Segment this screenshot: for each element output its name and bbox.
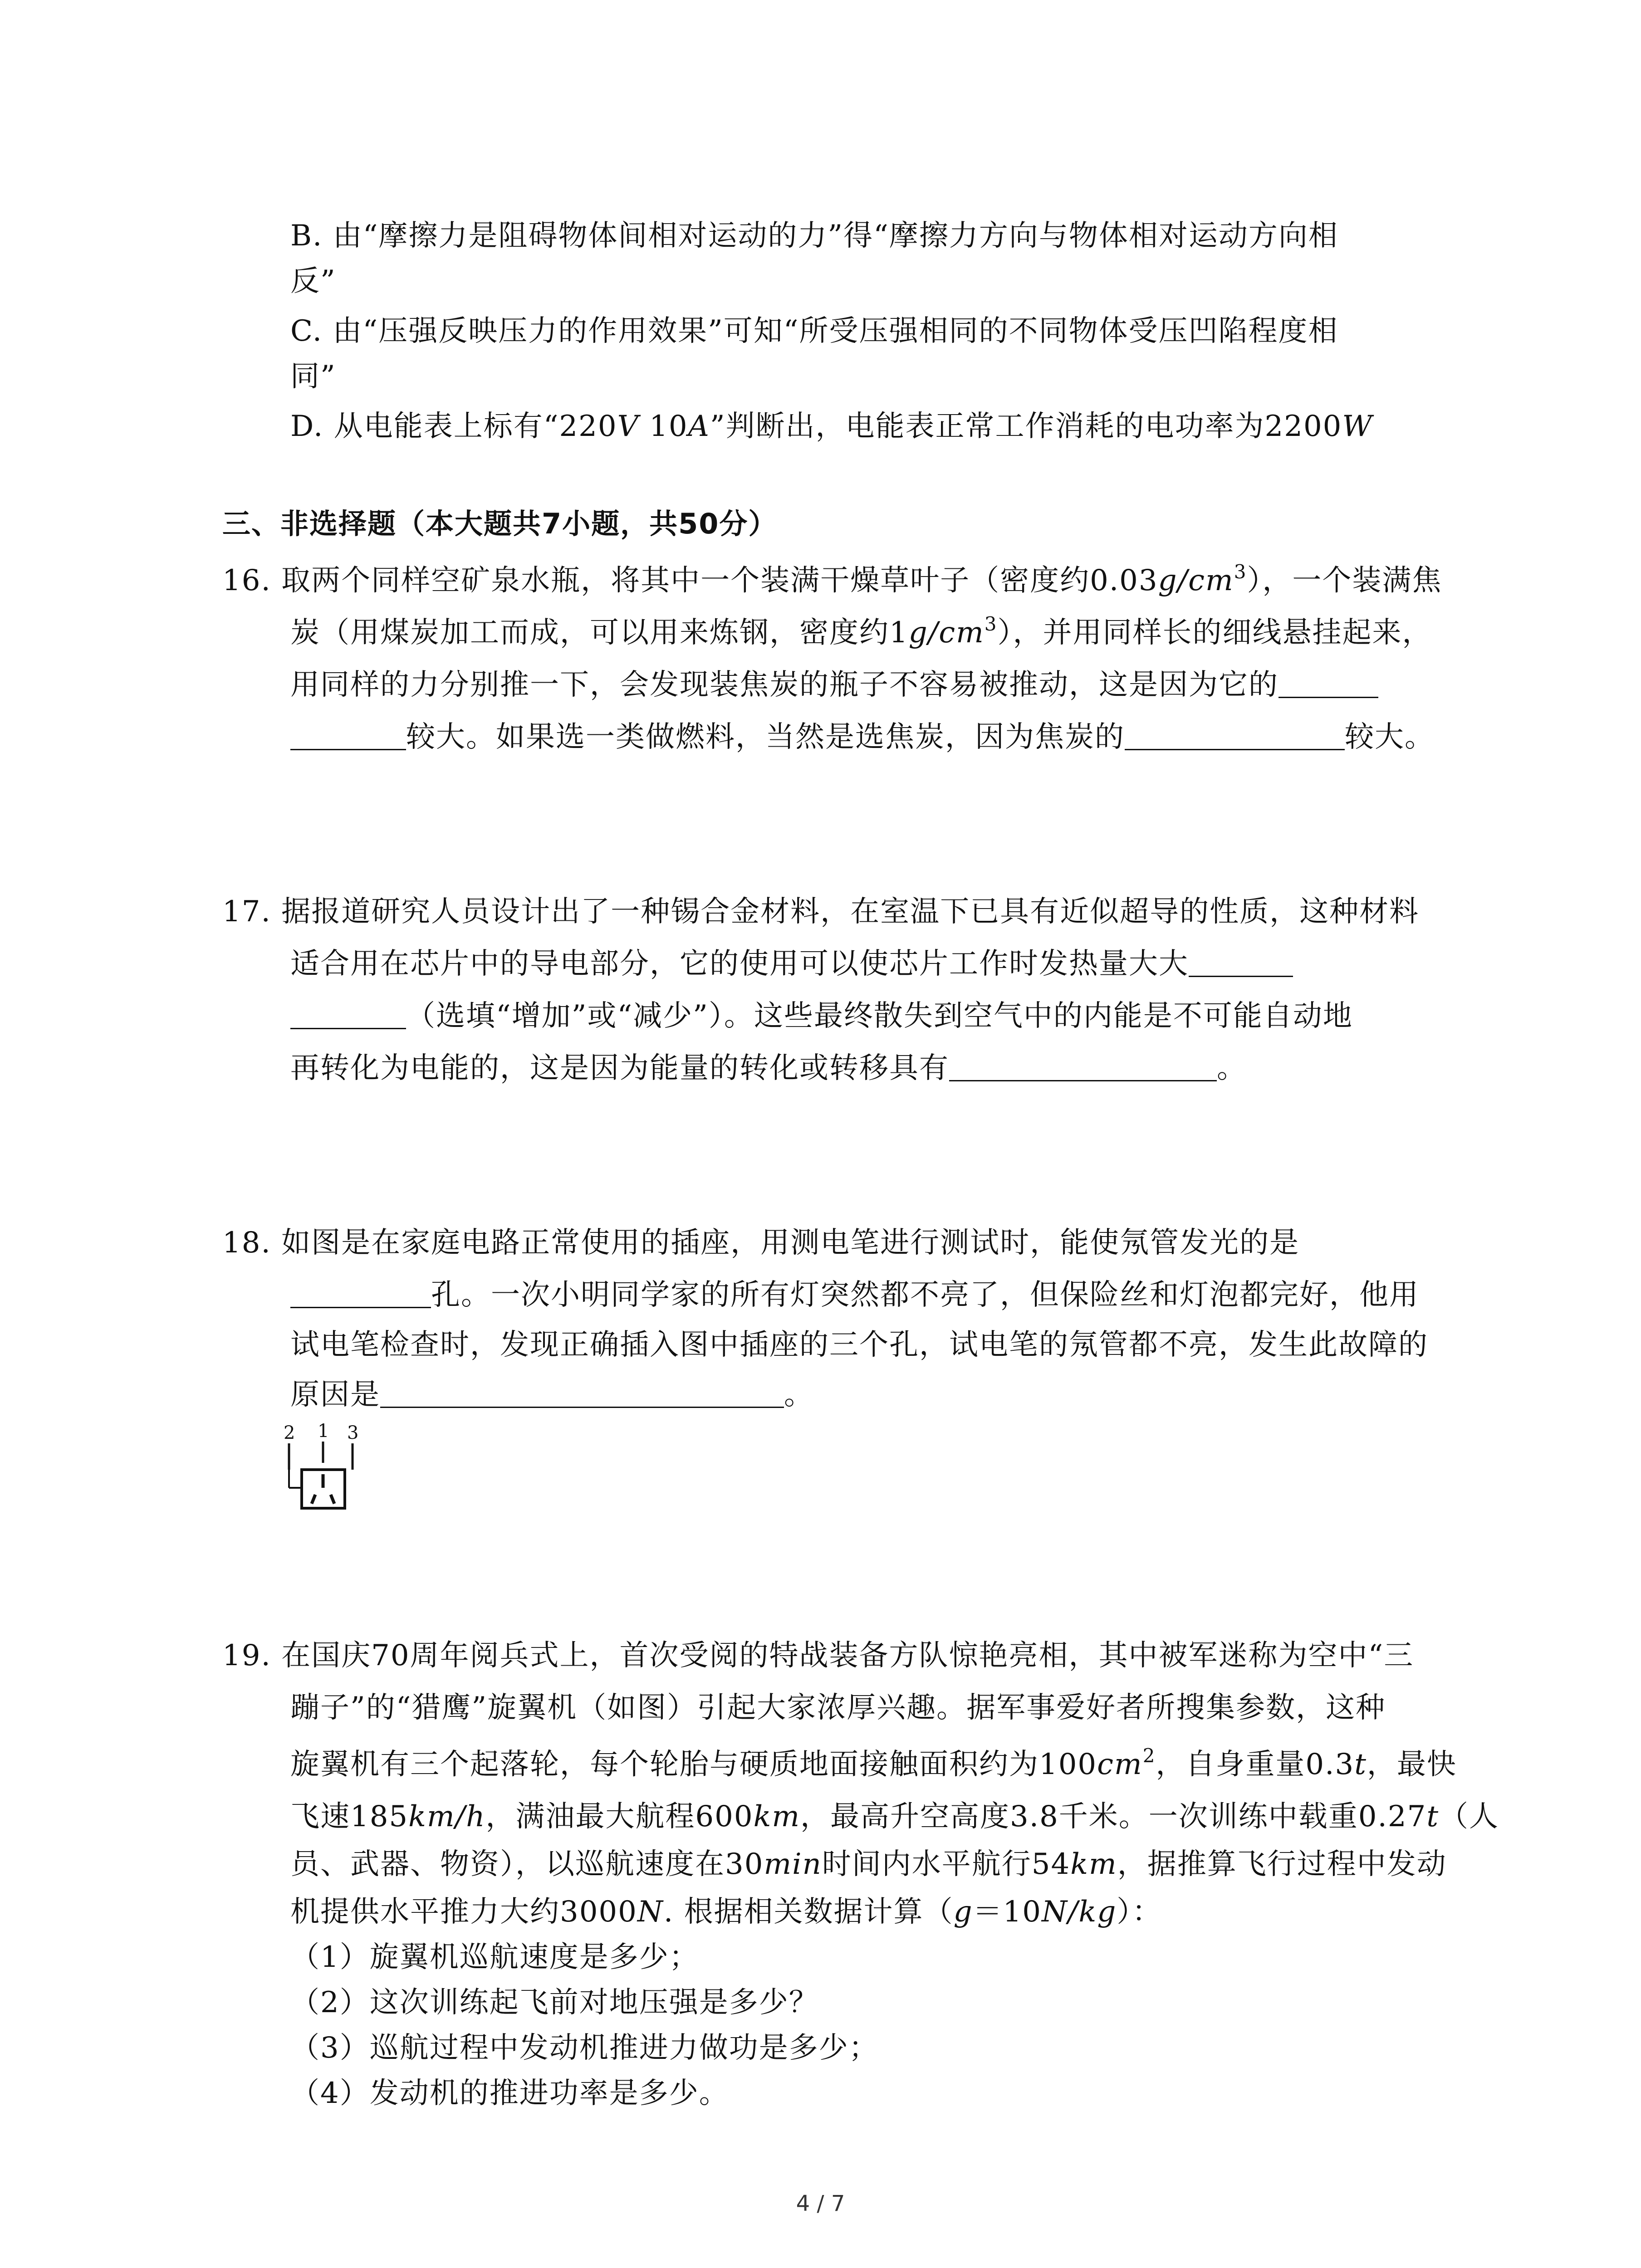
answer-blank[interactable] [1125, 717, 1345, 750]
q19-sub4: （4）发动机的推进功率是多少。 [290, 2077, 729, 2110]
q19-line2: 蹦子”的“猎鹰”旋翼机（如图）引起大家浓厚兴趣。据军事爱好者所搜集参数，这种 [290, 1691, 1386, 1725]
q19-sub2: （2）这次训练起飞前对地压强是多少？ [290, 1986, 819, 2019]
hole-label-2: 2 [284, 1422, 295, 1443]
q17-line4: 再转化为电能的，这是因为能量的转化或转移具有 。 [290, 1046, 1247, 1091]
answer-blank[interactable] [290, 996, 406, 1029]
q17-line2: 适合用在芯片中的导电部分，它的使用可以使芯片工作时发热量大大 [290, 941, 1293, 987]
q17-line3: （选填“增加”或“减少”）。这些最终散失到空气中的内能是不可能自动地 [290, 993, 1353, 1039]
section-heading: 三、非选择题（本大题共7小题，共50分） [222, 507, 778, 540]
q19-sub1: （1）旋翼机巡航速度是多少； [290, 1941, 699, 1974]
q16-line4: 较大。如果选一类做燃料，当然是选焦炭，因为焦炭的 较大。 [290, 714, 1435, 760]
answer-blank[interactable] [290, 1275, 431, 1308]
q18-line2: 孔。一次小明同学家的所有灯突然都不亮了，但保险丝和灯泡都完好，他用 [290, 1272, 1419, 1318]
q19-line6: 机提供水平推力大约3000N. 根据相关数据计算（g＝10N/kg）： [290, 1895, 1162, 1929]
q15-option-c-line1: C. 由“压强反映压力的作用效果”可知“所受压强相同的不同物体受压凹陷程度相 [290, 314, 1338, 348]
q18-line1: 18. 如图是在家庭电路正常使用的插座，用测电笔进行测试时，能使氖管发光的是 [222, 1226, 1300, 1260]
q18-line4: 原因是 。 [290, 1372, 814, 1418]
answer-blank[interactable] [1189, 944, 1293, 977]
socket-hole-left [312, 1495, 315, 1504]
answer-blank[interactable] [290, 717, 406, 750]
q19-sub3: （3）巡航过程中发动机推进力做功是多少； [290, 2031, 879, 2065]
q16-line1: 16. 取两个同样空矿泉水瓶，将其中一个装满干燥草叶子（密度约$0.03g/cm^3$），一个装满焦 [222, 561, 1442, 597]
hole-label-3: 3 [347, 1422, 359, 1443]
q16-line2: 炭（用煤炭加工而成，可以用来炼钢，密度约$1g/cm^3$），并用同样长的细线悬挂起来， [290, 613, 1432, 650]
socket-hole-right [331, 1495, 334, 1504]
answer-blank[interactable] [380, 1375, 784, 1408]
q19-line5: 员、武器、物资），以巡航速度在30min时间内水平航行54km，据推算飞行过程中发动 [290, 1848, 1447, 1881]
answer-blank[interactable] [949, 1048, 1217, 1081]
q15-option-b-line1: B. 由“摩擦力是阻碍物体间相对运动的力”得“摩擦力方向与物体相对运动方向相 [290, 219, 1338, 253]
socket-figure [279, 1420, 370, 1515]
q19-line4: 飞速185km/h，满油最大航程600km，最高升空高度3.8千米。一次训练中载重0.27t（人 [290, 1800, 1499, 1833]
q19-line3: 旋翼机有三个起落轮，每个轮胎与硬质地面接触面积约为$100cm^2$，自身重量0.3t，最快 [290, 1745, 1457, 1781]
q16-line3: 用同样的力分别推一下，会发现装焦炭的瓶子不容易被推动，这是因为它的 [290, 662, 1378, 708]
q15-option-d: D. 从电能表上标有“220V 10A”判断出，电能表正常工作消耗的电功率为2200W [290, 410, 1373, 443]
socket-diagram [279, 1420, 370, 1515]
q15-option-b-line2: 反” [290, 264, 336, 298]
page-number: 4 / 7 [796, 2191, 845, 2216]
q17-line1: 17. 据报道研究人员设计出了一种锡合金材料，在室温下已具有近似超导的性质，这种材料 [222, 895, 1420, 929]
q18-line3: 试电笔检查时，发现正确插入图中插座的三个孔，试电笔的氖管都不亮，发生此故障的 [290, 1328, 1428, 1362]
answer-blank[interactable] [1279, 665, 1378, 698]
hole-label-1: 1 [318, 1421, 329, 1442]
q15-option-c-line2: 同” [290, 360, 336, 393]
q19-line1: 19. 在国庆70周年阅兵式上，首次受阅的特战装备方队惊艳亮相，其中被军迷称为空中“三 [222, 1639, 1414, 1672]
